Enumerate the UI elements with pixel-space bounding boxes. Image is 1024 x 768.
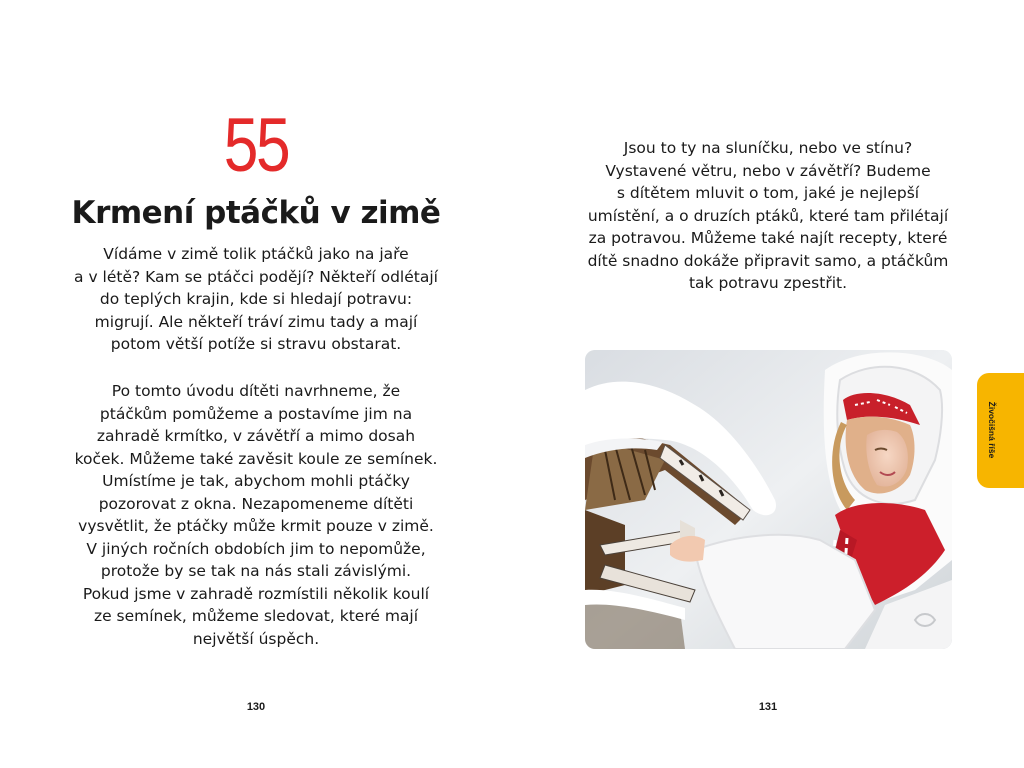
instructions-paragraph bbox=[56, 380, 456, 650]
text-line: zahradě krmítko, v závětří a mimo dosah bbox=[96, 427, 416, 445]
text-line: migrují. Ale někteří tráví zimu tady a mají bbox=[94, 312, 418, 331]
text-line: protože by se tak na nás stali závislými. bbox=[100, 562, 412, 580]
right-page bbox=[512, 0, 1024, 768]
text-line: s dítětem mluvit o tom, jaké je nejlepší bbox=[616, 184, 920, 202]
text-line: Jsou to ty na sluníčku, nebo ve stínu? bbox=[623, 139, 913, 157]
text-line: umístění, a o druzích ptáků, které tam přilétají bbox=[587, 206, 949, 225]
text-line: V jiných ročních obdobích jim to nepomůže, bbox=[86, 539, 426, 558]
text-line: potom větší potíže si stravu obstarat. bbox=[110, 335, 402, 353]
section-thumb-tab[interactable] bbox=[977, 373, 1024, 488]
chapter-title: Krmení ptáčků v zimě bbox=[71, 195, 441, 231]
text-line: pozorovat z okna. Nezapomeneme dítěti bbox=[98, 494, 414, 513]
text-line: tak potravu zpestřit. bbox=[688, 274, 848, 292]
section-tab-label: Živočišná říše bbox=[987, 401, 997, 459]
text-line: ze semínek, můžeme sledovat, které mají bbox=[93, 607, 419, 625]
text-line: dítě snadno dokáže připravit samo, a ptáčkům bbox=[587, 251, 949, 270]
intro-paragraph bbox=[56, 243, 456, 356]
text-line: a v létě? Kam se ptáčci podějí? Někteří odlétají bbox=[74, 267, 438, 286]
girl-feeding-birds-photo bbox=[585, 350, 952, 649]
text-line: Vídáme v zimě tolik ptáčků jako na jaře bbox=[103, 245, 409, 263]
page-number-left: 130 bbox=[246, 701, 266, 713]
text-line: vysvětlit, že ptáčky může krmit pouze v zimě. bbox=[78, 517, 434, 535]
text-line: koček. Můžeme také zavěsit koule ze semínek. bbox=[74, 449, 438, 468]
chapter-number: 55 bbox=[223, 103, 289, 188]
text-line: Umístíme je tak, abychom mohli ptáčky bbox=[102, 472, 410, 490]
text-line: za potravou. Můžeme také najít recepty, které bbox=[588, 229, 948, 247]
placement-paragraph bbox=[576, 137, 960, 295]
text-line: Po tomto úvodu dítěti navrhneme, že bbox=[111, 382, 401, 400]
page-number-right: 131 bbox=[758, 701, 778, 713]
text-line: Pokud jsme v zahradě rozmístili několik koulí bbox=[82, 584, 430, 603]
text-line: ptáčkům pomůžeme a postavíme jim na bbox=[99, 404, 413, 423]
text-line: Vystavené větru, nebo v závětří? Budeme bbox=[605, 161, 931, 180]
photo-illustration bbox=[585, 350, 952, 649]
text-line: do teplých krajin, kde si hledají potravu: bbox=[99, 290, 413, 308]
text-line: největší úspěch. bbox=[192, 629, 320, 648]
